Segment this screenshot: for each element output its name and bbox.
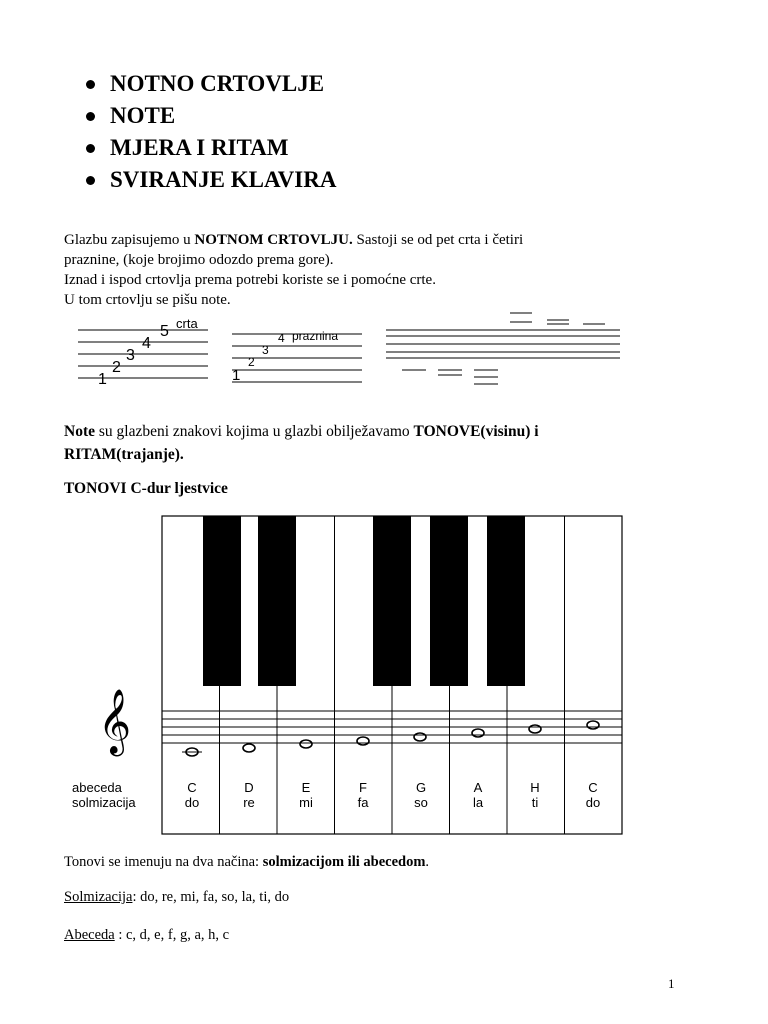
topic-item: SVIRANJE KLAVIRA — [82, 164, 336, 196]
ledger-lines-figure — [380, 308, 625, 390]
treble-clef-icon: 𝄞 — [98, 691, 132, 753]
key-solfege: fa — [357, 795, 369, 810]
key-letter: F — [359, 780, 367, 795]
topic-item: NOTNO CRTOVLJE — [82, 68, 336, 100]
naming-line: Tonovi se imenuju na dva načina: solmizacijom ili abecedom. — [64, 854, 430, 870]
line-label: crta — [176, 316, 198, 331]
key-solfege: la — [472, 795, 484, 810]
space-number: 4 — [278, 331, 285, 345]
key-letter: D — [244, 780, 254, 795]
line-number: 2 — [112, 359, 121, 376]
row-label-solmizacija: solmizacija — [72, 795, 136, 810]
line-number: 3 — [126, 347, 135, 364]
key-solfege: do — [585, 795, 601, 810]
key-letter: C — [187, 780, 197, 795]
key-solfege: mi — [299, 795, 313, 810]
piano-keyboard-figure — [160, 510, 625, 838]
bullet-icon — [86, 80, 95, 89]
notes-line-1: Note su glazbeni znakovi kojima u glazbi obilježavamo TONOVE(visinu) i — [64, 423, 539, 440]
black-key — [203, 516, 241, 686]
notes-line-2: RITAM(trajanje). — [64, 446, 184, 463]
scale-title: TONOVI C-dur ljestvice — [64, 480, 228, 497]
bullet-icon — [86, 112, 95, 121]
line-number: 1 — [98, 371, 107, 388]
staff-spaces-figure — [226, 320, 366, 390]
black-key — [373, 516, 411, 686]
key-solfege: re — [243, 795, 255, 810]
line-number: 5 — [160, 323, 169, 340]
topic-item: MJERA I RITAM — [82, 132, 336, 164]
black-key — [487, 516, 525, 686]
key-letter: E — [301, 780, 311, 795]
line-number: 4 — [142, 335, 151, 352]
black-key — [258, 516, 296, 686]
space-number: 2 — [248, 355, 255, 369]
bullet-icon — [86, 144, 95, 153]
key-letter: G — [415, 780, 427, 795]
intro-line-1: Glazbu zapisujemo u NOTNOM CRTOVLJU. Sastoji se od pet crta i četiri — [64, 232, 524, 248]
staff-lines-figure — [70, 312, 215, 392]
intro-line-3: Iznad i ispod crtovlja prema potrebi koriste se i pomoćne crte. — [64, 272, 436, 288]
key-solfege: do — [184, 795, 200, 810]
key-solfege: ti — [531, 795, 539, 810]
row-label-abeceda: abeceda — [72, 780, 122, 795]
topic-list — [82, 68, 336, 196]
row-labels — [72, 780, 136, 810]
intro-line-2: praznine, (koje brojimo odozdo prema gore). — [64, 252, 334, 268]
space-number: 1 — [232, 367, 241, 384]
intro-line-4: U tom crtovlju se pišu note. — [64, 292, 231, 308]
topic-item: NOTE — [82, 100, 336, 132]
key-letter: A — [473, 780, 483, 795]
bullet-icon — [86, 176, 95, 185]
space-label: praznina — [292, 329, 339, 343]
key-solfege: so — [414, 795, 428, 810]
abeceda-line: Abeceda : c, d, e, f, g, a, h, c — [64, 927, 230, 943]
solmizacija-line: Solmizacija: do, re, mi, fa, so, la, ti, do — [64, 889, 290, 905]
space-number: 3 — [262, 343, 269, 357]
key-letter: C — [588, 780, 598, 795]
black-key — [430, 516, 468, 686]
page-number: 1 — [668, 976, 675, 991]
key-letter: H — [530, 780, 540, 795]
